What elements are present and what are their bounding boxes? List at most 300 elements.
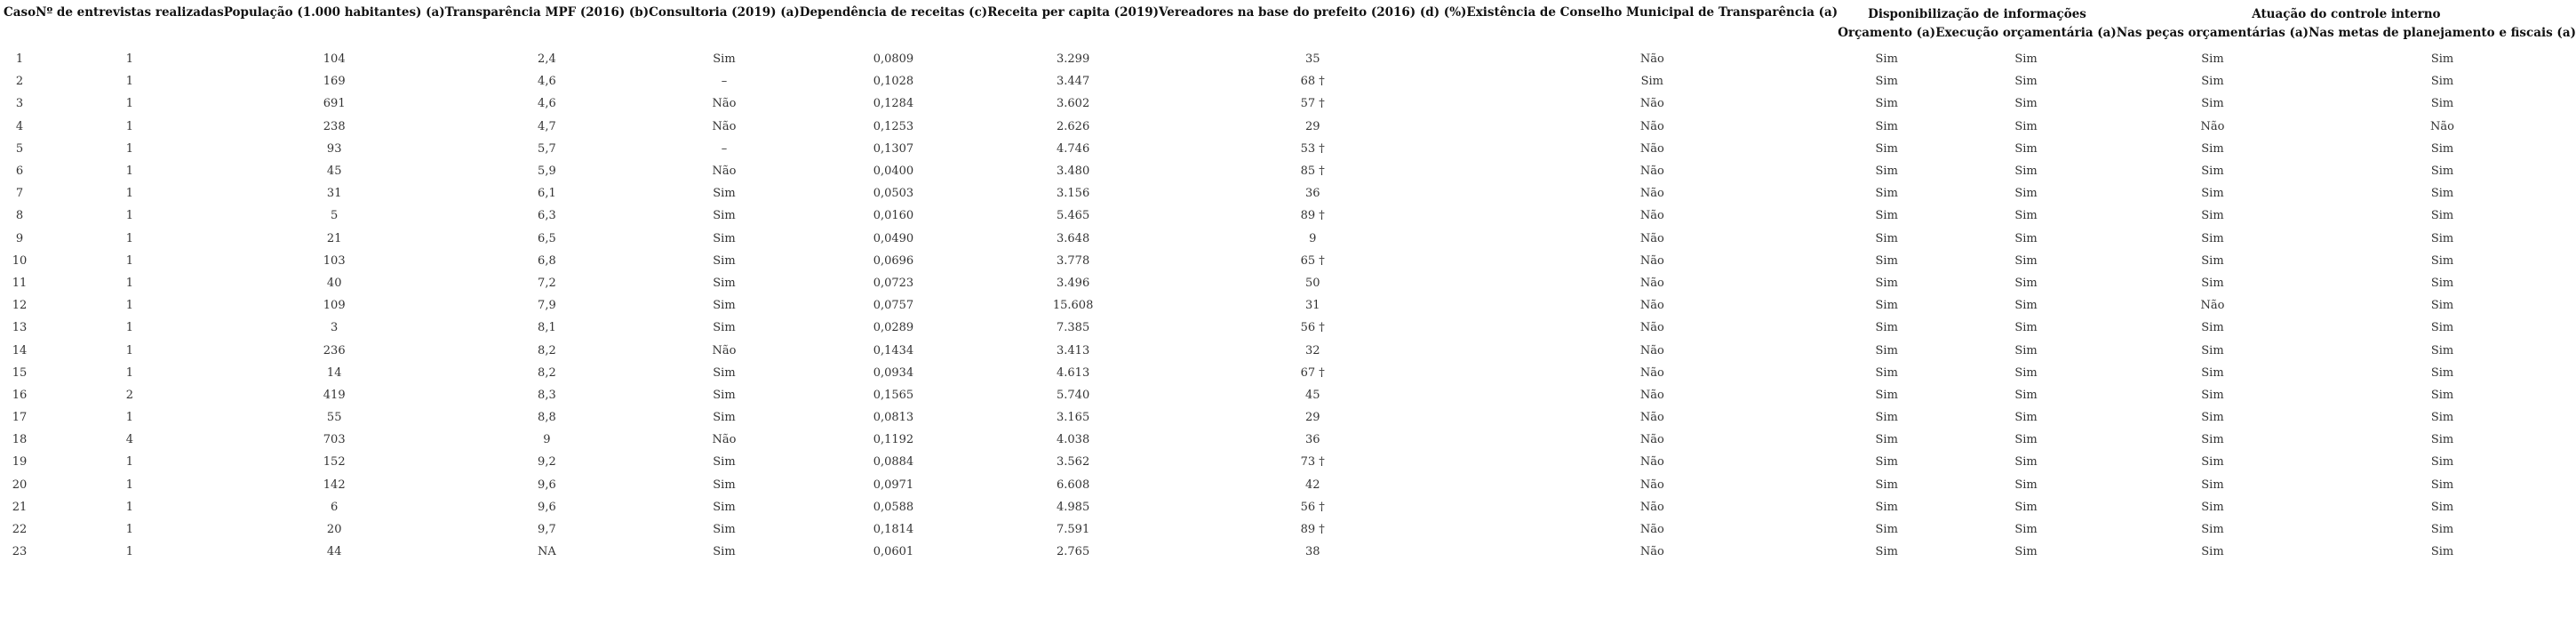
cell-dependencia: 0,0490 [873, 231, 914, 245]
cell-consultoria: Sim [713, 365, 736, 380]
cell-metas: Sim [2430, 455, 2454, 470]
cell-populacao: 31 [326, 187, 342, 201]
cell-caso: 17 [12, 411, 28, 425]
cell-entrevistas: 1 [125, 411, 134, 425]
cell-transparencia-mpf: 4,6 [538, 75, 556, 89]
cell-metas: Sim [2430, 231, 2454, 245]
cell-populacao: 104 [323, 52, 346, 67]
cell-consultoria: Sim [713, 411, 736, 425]
cell-vereadores: 73 † [1300, 455, 1325, 470]
cell-vereadores: 56 † [1300, 500, 1325, 514]
cell-entrevistas: 1 [125, 141, 134, 156]
cell-conselho: Não [1639, 455, 1664, 470]
cell-conselho: Não [1639, 253, 1664, 268]
cell-populacao: 6 [331, 500, 339, 514]
cell-conselho: Não [1639, 187, 1664, 201]
table-row [4, 518, 2576, 541]
cell-orcamento: Sim [1875, 545, 1898, 559]
cell-execucao: Sim [2014, 343, 2038, 357]
cell-caso: 5 [15, 141, 24, 156]
cell-populacao: 691 [323, 97, 346, 111]
cell-pecas: Sim [2201, 165, 2224, 179]
cell-conselho: Não [1639, 119, 1664, 133]
cell-execucao: Sim [2014, 299, 2038, 313]
cell-receita: 3.496 [1057, 276, 1090, 290]
cell-orcamento: Sim [1875, 321, 1898, 335]
cell-dependencia: 0,1253 [873, 119, 914, 133]
cell-execucao: Sim [2014, 119, 2038, 133]
cell-caso: 8 [15, 209, 24, 223]
cell-entrevistas: 1 [125, 97, 134, 111]
cell-dependencia: 0,1192 [873, 433, 914, 447]
cell-transparencia-mpf: 4,7 [538, 119, 556, 133]
cell-receita: 6.608 [1057, 478, 1090, 492]
cell-execucao: Sim [2014, 321, 2038, 335]
header-execucao: Execução orçamentária (a) [1935, 26, 2117, 40]
cell-orcamento: Sim [1875, 52, 1898, 67]
cell-execucao: Sim [2014, 455, 2038, 470]
cell-caso: 2 [15, 75, 24, 89]
cell-execucao: Sim [2014, 75, 2038, 89]
table-row [4, 228, 2576, 250]
cell-receita: 3.413 [1057, 343, 1090, 357]
cell-pecas: Sim [2201, 365, 2224, 380]
table-row [4, 182, 2576, 205]
cell-transparencia-mpf: 8,1 [538, 321, 556, 335]
cell-receita: 15.608 [1052, 299, 1094, 313]
cell-dependencia: 0,0400 [873, 165, 914, 179]
cell-execucao: Sim [2014, 276, 2038, 290]
cell-populacao: 93 [326, 141, 342, 156]
cell-entrevistas: 1 [125, 209, 134, 223]
cell-receita: 3.480 [1057, 165, 1090, 179]
cell-pecas: Sim [2201, 276, 2224, 290]
cell-metas: Sim [2430, 97, 2454, 111]
cell-receita: 3.602 [1057, 97, 1090, 111]
cell-populacao: 21 [326, 231, 342, 245]
header-consultoria: Consultoria (2019) (a) [649, 5, 800, 20]
cell-transparencia-mpf: 7,2 [538, 276, 556, 290]
cell-entrevistas: 1 [125, 276, 134, 290]
cell-dependencia: 0,0289 [873, 321, 914, 335]
cell-entrevistas: 1 [125, 253, 134, 268]
header-transparencia-mpf: Transparência MPF (2016) (b) [444, 5, 650, 20]
cell-populacao: 45 [326, 165, 342, 179]
cell-consultoria: Sim [713, 299, 736, 313]
cell-execucao: Sim [2014, 478, 2038, 492]
cell-pecas: Sim [2201, 455, 2224, 470]
cell-entrevistas: 1 [125, 365, 134, 380]
cell-metas: Sim [2430, 299, 2454, 313]
table-row [4, 138, 2576, 160]
cell-caso: 15 [12, 365, 28, 380]
cell-consultoria: Não [712, 97, 737, 111]
cell-conselho: Não [1639, 365, 1664, 380]
cell-pecas: Sim [2201, 321, 2224, 335]
cell-populacao: 14 [326, 365, 342, 380]
cell-transparencia-mpf: 2,4 [538, 52, 556, 67]
cell-conselho: Não [1639, 388, 1664, 402]
cell-caso: 10 [12, 253, 28, 268]
cell-entrevistas: 1 [125, 52, 134, 67]
cell-execucao: Sim [2014, 545, 2038, 559]
cell-receita: 3.447 [1057, 75, 1090, 89]
cell-caso: 20 [12, 478, 28, 492]
cell-pecas: Sim [2201, 141, 2224, 156]
cell-execucao: Sim [2014, 209, 2038, 223]
table-row [4, 205, 2576, 227]
cell-transparencia-mpf: 5,9 [538, 165, 556, 179]
cell-receita: 3.165 [1057, 411, 1090, 425]
cell-vereadores: 29 [1304, 411, 1320, 425]
cell-receita: 3.156 [1057, 187, 1090, 201]
table-row [4, 384, 2576, 406]
cell-transparencia-mpf: 6,1 [538, 187, 556, 201]
cell-receita: 7.591 [1057, 523, 1090, 537]
cell-metas: Não [2430, 119, 2454, 133]
cell-vereadores: 65 † [1300, 253, 1325, 268]
cell-execucao: Sim [2014, 411, 2038, 425]
cell-execucao: Sim [2014, 165, 2038, 179]
cell-vereadores: 38 [1304, 545, 1320, 559]
cell-caso: 13 [12, 321, 28, 335]
cell-receita: 4.613 [1057, 365, 1090, 380]
cell-vereadores: 67 † [1300, 365, 1325, 380]
cell-execucao: Sim [2014, 187, 2038, 201]
header-entrevistas: Nº de entrevistas realizadas [36, 5, 224, 20]
cell-pecas: Sim [2201, 97, 2224, 111]
cell-receita: 3.299 [1057, 52, 1090, 67]
cell-orcamento: Sim [1875, 411, 1898, 425]
cell-caso: 4 [15, 119, 24, 133]
cell-metas: Sim [2430, 343, 2454, 357]
cell-populacao: 152 [323, 455, 346, 470]
cell-populacao: 419 [323, 388, 346, 402]
cell-transparencia-mpf: 9 [543, 433, 551, 447]
cell-receita: 3.648 [1057, 231, 1090, 245]
cell-pecas: Sim [2201, 523, 2224, 537]
cell-conselho: Sim [1640, 75, 1663, 89]
cell-metas: Sim [2430, 545, 2454, 559]
cell-orcamento: Sim [1875, 253, 1898, 268]
cell-transparencia-mpf: 9,6 [538, 478, 556, 492]
cell-receita: 3.778 [1057, 253, 1090, 268]
cell-dependencia: 0,0601 [873, 545, 914, 559]
cell-entrevistas: 1 [125, 231, 134, 245]
cell-populacao: 103 [323, 253, 346, 268]
cell-metas: Sim [2430, 75, 2454, 89]
cell-orcamento: Sim [1875, 165, 1898, 179]
cell-conselho: Não [1639, 299, 1664, 313]
table-row [4, 406, 2576, 429]
cell-execucao: Sim [2014, 231, 2038, 245]
cell-caso: 12 [12, 299, 28, 313]
table-row [4, 92, 2576, 115]
cell-vereadores: 50 [1304, 276, 1320, 290]
cell-orcamento: Sim [1875, 119, 1898, 133]
cell-entrevistas: 1 [125, 75, 134, 89]
table-row [4, 496, 2576, 518]
cell-entrevistas: 1 [125, 478, 134, 492]
cell-metas: Sim [2430, 433, 2454, 447]
cell-dependencia: 0,0160 [873, 209, 914, 223]
header-conselho: Existência de Conselho Municipal de Transparência (a) [1466, 5, 1838, 20]
cell-pecas: Sim [2201, 411, 2224, 425]
table-row [4, 250, 2576, 272]
cell-orcamento: Sim [1875, 455, 1898, 470]
cell-transparencia-mpf: 6,3 [538, 209, 556, 223]
cell-consultoria: Não [712, 165, 737, 179]
cell-conselho: Não [1639, 231, 1664, 245]
cell-transparencia-mpf: 4,6 [538, 97, 556, 111]
table-row [4, 429, 2576, 451]
table-row [4, 70, 2576, 92]
cell-pecas: Sim [2201, 343, 2224, 357]
cell-entrevistas: 4 [125, 433, 134, 447]
cell-metas: Sim [2430, 276, 2454, 290]
cell-receita: 4.038 [1057, 433, 1090, 447]
cell-caso: 3 [15, 97, 24, 111]
cell-orcamento: Sim [1875, 209, 1898, 223]
cell-consultoria: Sim [713, 52, 736, 67]
cell-vereadores: 32 [1304, 343, 1320, 357]
cell-conselho: Não [1639, 276, 1664, 290]
cell-dependencia: 0,1565 [873, 388, 914, 402]
cell-caso: 18 [12, 433, 28, 447]
cell-pecas: Sim [2201, 253, 2224, 268]
cell-vereadores: 85 † [1300, 165, 1325, 179]
cell-consultoria: Não [712, 119, 737, 133]
cell-execucao: Sim [2014, 433, 2038, 447]
cell-pecas: Sim [2201, 478, 2224, 492]
cell-consultoria: – [721, 75, 728, 89]
header-group-disponibilizacao: Disponibilização de informações [1868, 7, 2086, 21]
table-header [4, 5, 2576, 43]
cell-receita: 7.385 [1057, 321, 1090, 335]
cell-consultoria: – [721, 141, 728, 156]
header-metas: Nas metas de planejamento e fiscais (a) [2309, 26, 2576, 40]
cell-orcamento: Sim [1875, 478, 1898, 492]
cell-conselho: Não [1639, 209, 1664, 223]
cell-dependencia: 0,1814 [873, 523, 914, 537]
cell-dependencia: 0,1307 [873, 141, 914, 156]
cell-pecas: Sim [2201, 500, 2224, 514]
cell-transparencia-mpf: 8,3 [538, 388, 556, 402]
cell-metas: Sim [2430, 141, 2454, 156]
cell-entrevistas: 1 [125, 343, 134, 357]
header-receita: Receita per capita (2019) [987, 5, 1160, 20]
cell-conselho: Não [1639, 141, 1664, 156]
cell-receita: 3.562 [1057, 455, 1090, 470]
cell-populacao: 20 [326, 523, 342, 537]
cell-conselho: Não [1639, 343, 1664, 357]
cell-conselho: Não [1639, 165, 1664, 179]
cell-dependencia: 0,1434 [873, 343, 914, 357]
cell-orcamento: Sim [1875, 187, 1898, 201]
cell-orcamento: Sim [1875, 97, 1898, 111]
cell-orcamento: Sim [1875, 523, 1898, 537]
cell-vereadores: 57 † [1300, 97, 1325, 111]
cell-execucao: Sim [2014, 141, 2038, 156]
cell-metas: Sim [2430, 187, 2454, 201]
cell-dependencia: 0,0884 [873, 455, 914, 470]
cell-pecas: Sim [2201, 388, 2224, 402]
cell-dependencia: 0,0809 [873, 52, 914, 67]
cell-dependencia: 0,0934 [873, 365, 914, 380]
cell-vereadores: 36 [1304, 187, 1320, 201]
cell-vereadores: 68 † [1300, 75, 1325, 89]
table-row [4, 294, 2576, 317]
cell-orcamento: Sim [1875, 141, 1898, 156]
table-row [4, 43, 2576, 70]
cell-caso: 16 [12, 388, 28, 402]
cell-consultoria: Sim [713, 455, 736, 470]
cell-caso: 6 [15, 165, 24, 179]
cell-conselho: Não [1639, 545, 1664, 559]
cell-vereadores: 31 [1304, 299, 1320, 313]
header-pecas: Nas peças orçamentárias (a) [2116, 26, 2309, 40]
cell-pecas: Sim [2201, 433, 2224, 447]
cell-transparencia-mpf: 7,9 [538, 299, 556, 313]
cell-consultoria: Não [712, 343, 737, 357]
cell-transparencia-mpf: 5,7 [538, 141, 556, 156]
cell-transparencia-mpf: 9,6 [538, 500, 556, 514]
cell-populacao: 703 [323, 433, 346, 447]
table-row [4, 339, 2576, 361]
cell-conselho: Não [1639, 523, 1664, 537]
cell-execucao: Sim [2014, 97, 2038, 111]
cell-caso: 23 [12, 545, 28, 559]
cell-metas: Sim [2430, 411, 2454, 425]
cell-entrevistas: 1 [125, 523, 134, 537]
header-caso: Caso [4, 5, 36, 20]
cell-vereadores: 9 [1309, 231, 1317, 245]
cell-vereadores: 36 [1304, 433, 1320, 447]
cell-dependencia: 0,0757 [873, 299, 914, 313]
cell-conselho: Não [1639, 433, 1664, 447]
cell-metas: Sim [2430, 52, 2454, 67]
cell-dependencia: 0,0503 [873, 187, 914, 201]
cell-receita: 2.626 [1057, 119, 1090, 133]
table-row [4, 474, 2576, 496]
cell-vereadores: 89 † [1300, 523, 1325, 537]
cell-transparencia-mpf: 8,2 [538, 365, 556, 380]
cell-consultoria: Sim [713, 500, 736, 514]
cell-populacao: 5 [331, 209, 339, 223]
cell-caso: 19 [12, 455, 28, 470]
cell-orcamento: Sim [1875, 500, 1898, 514]
cell-caso: 1 [15, 52, 24, 67]
cell-orcamento: Sim [1875, 231, 1898, 245]
cell-metas: Sim [2430, 388, 2454, 402]
cell-dependencia: 0,0971 [873, 478, 914, 492]
cell-metas: Sim [2430, 365, 2454, 380]
cell-entrevistas: 2 [125, 388, 134, 402]
header-orcamento: Orçamento (a) [1838, 26, 1936, 40]
cell-execucao: Sim [2014, 52, 2038, 67]
cell-metas: Sim [2430, 321, 2454, 335]
table-row [4, 362, 2576, 384]
header-populacao: População (1.000 habitantes) (a) [223, 5, 445, 20]
table-row [4, 116, 2576, 138]
cell-caso: 7 [15, 187, 24, 201]
cell-populacao: 236 [323, 343, 346, 357]
cell-transparencia-mpf: 8,2 [538, 343, 556, 357]
table-row [4, 317, 2576, 339]
cell-pecas: Sim [2201, 545, 2224, 559]
cell-metas: Sim [2430, 478, 2454, 492]
cell-receita: 4.746 [1057, 141, 1090, 156]
cell-entrevistas: 1 [125, 187, 134, 201]
cell-dependencia: 0,0696 [873, 253, 914, 268]
header-vereadores: Vereadores na base do prefeito (2016) (d) (%) [1159, 5, 1467, 20]
cell-populacao: 44 [326, 545, 342, 559]
cell-populacao: 142 [323, 478, 346, 492]
cell-receita: 5.740 [1057, 388, 1090, 402]
cell-conselho: Não [1639, 478, 1664, 492]
cell-populacao: 40 [326, 276, 342, 290]
cell-execucao: Sim [2014, 388, 2038, 402]
cell-entrevistas: 1 [125, 455, 134, 470]
cell-populacao: 55 [326, 411, 342, 425]
cell-dependencia: 0,1284 [873, 97, 914, 111]
cell-populacao: 109 [323, 299, 346, 313]
cell-conselho: Não [1639, 52, 1664, 67]
cell-pecas: Sim [2201, 209, 2224, 223]
cell-transparencia-mpf: 8,8 [538, 411, 556, 425]
cell-orcamento: Sim [1875, 388, 1898, 402]
table-row [4, 541, 2576, 563]
cell-pecas: Não [2200, 119, 2225, 133]
cell-entrevistas: 1 [125, 500, 134, 514]
cell-orcamento: Sim [1875, 343, 1898, 357]
cell-caso: 21 [12, 500, 28, 514]
cell-consultoria: Sim [713, 478, 736, 492]
cell-vereadores: 35 [1304, 52, 1320, 67]
cell-consultoria: Sim [713, 523, 736, 537]
table-row [4, 272, 2576, 294]
cell-vereadores: 89 † [1300, 209, 1325, 223]
cell-orcamento: Sim [1875, 75, 1898, 89]
cell-consultoria: Sim [713, 276, 736, 290]
cell-consultoria: Não [712, 433, 737, 447]
cell-receita: 5.465 [1057, 209, 1090, 223]
cell-consultoria: Sim [713, 231, 736, 245]
cell-execucao: Sim [2014, 365, 2038, 380]
cell-caso: 11 [12, 276, 28, 290]
cell-orcamento: Sim [1875, 276, 1898, 290]
cell-vereadores: 45 [1304, 388, 1320, 402]
cell-entrevistas: 1 [125, 165, 134, 179]
cell-consultoria: Sim [713, 545, 736, 559]
table-row [4, 160, 2576, 182]
cell-dependencia: 0,0813 [873, 411, 914, 425]
cell-pecas: Sim [2201, 187, 2224, 201]
cell-populacao: 238 [323, 119, 346, 133]
cell-dependencia: 0,0588 [873, 500, 914, 514]
cell-entrevistas: 1 [125, 321, 134, 335]
cell-consultoria: Sim [713, 321, 736, 335]
cell-metas: Sim [2430, 523, 2454, 537]
cell-metas: Sim [2430, 209, 2454, 223]
cell-populacao: 169 [323, 75, 346, 89]
data-table [4, 5, 2576, 563]
cell-conselho: Não [1639, 411, 1664, 425]
cell-entrevistas: 1 [125, 545, 134, 559]
cell-orcamento: Sim [1875, 365, 1898, 380]
cell-transparencia-mpf: NA [538, 545, 556, 559]
cell-vereadores: 29 [1304, 119, 1320, 133]
